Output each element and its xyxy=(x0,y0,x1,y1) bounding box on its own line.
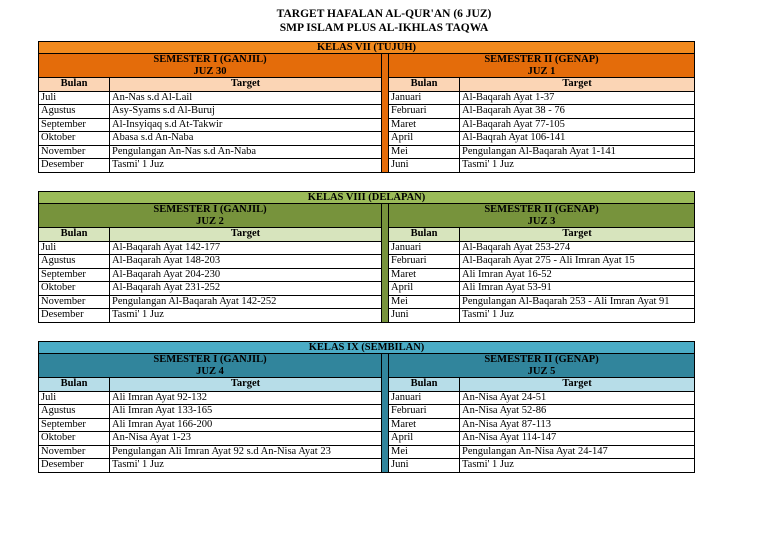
month-cell: Maret xyxy=(389,418,460,432)
target-cell: Ali Imran Ayat 53-91 xyxy=(460,282,695,296)
month-cell: April xyxy=(389,432,460,446)
class-title: KELAS IX (SEMBILAN) xyxy=(39,342,695,354)
month-cell: Oktober xyxy=(39,132,110,146)
month-cell: Desember xyxy=(39,159,110,173)
semester-2-juz: JUZ 3 xyxy=(527,215,556,227)
target-cell: Pengulangan An-Nas s.d An-Naba xyxy=(110,145,382,159)
semester-1-juz: JUZ 2 xyxy=(196,215,224,227)
semester-2-title: SEMESTER II (GENAP) xyxy=(484,204,599,215)
school-name: SMP ISLAM PLUS AL-IKHLAS TAQWA xyxy=(279,22,489,34)
target-cell: Al-Baqarah Ayat 142-177 xyxy=(110,241,382,255)
target-cell: An-Nas s.d Al-Lail xyxy=(110,91,382,105)
semester-2-header xyxy=(389,354,695,378)
table-row xyxy=(39,241,695,255)
table-row xyxy=(39,295,695,309)
semester-1-title: SEMESTER I (GANJIL) xyxy=(153,204,267,215)
month-cell: September xyxy=(39,268,110,282)
month-cell: Januari xyxy=(389,241,460,255)
month-cell: November xyxy=(39,145,110,159)
table-row xyxy=(39,132,695,146)
hafalan-table xyxy=(38,191,695,323)
target-cell: Tasmi' 1 Juz xyxy=(110,309,382,323)
target-cell: Pengulangan Al-Baqarah Ayat 142-252 xyxy=(110,295,382,309)
target-column-header: Target xyxy=(110,228,382,242)
table-row xyxy=(39,309,695,323)
target-cell: Asy-Syams s.d Al-Buruj xyxy=(110,105,382,119)
target-cell: An-Nisa Ayat 114-147 xyxy=(460,432,695,446)
target-cell: Tasmi' 1 Juz xyxy=(460,159,695,173)
target-cell: Al-Baqarah Ayat 231-252 xyxy=(110,282,382,296)
target-cell: Abasa s.d An-Naba xyxy=(110,132,382,146)
semester-2-header xyxy=(389,204,695,228)
month-cell: November xyxy=(39,445,110,459)
target-column-header: Target xyxy=(460,378,695,392)
target-cell: Al-Baqarah Ayat 38 - 76 xyxy=(460,105,695,119)
target-cell: Al-Baqarah Ayat 253-274 xyxy=(460,241,695,255)
target-cell: Al-Baqarah Ayat 1-37 xyxy=(460,91,695,105)
month-column-header: Bulan xyxy=(39,378,110,392)
month-cell: April xyxy=(389,132,460,146)
month-column-header: Bulan xyxy=(39,78,110,92)
target-cell: Tasmi' 1 Juz xyxy=(460,459,695,473)
target-cell: Ali Imran Ayat 166-200 xyxy=(110,418,382,432)
target-cell: Tasmi' 1 Juz xyxy=(110,459,382,473)
target-cell: Tasmi' 1 Juz xyxy=(110,159,382,173)
semester-1-header xyxy=(39,54,382,78)
target-cell: Pengulangan Ali Imran Ayat 92 s.d An-Nisa Ayat 23 xyxy=(110,445,382,459)
month-cell: Juni xyxy=(389,459,460,473)
month-cell: Desember xyxy=(39,459,110,473)
target-cell: Al-Insyiqaq s.d At-Takwir xyxy=(110,118,382,132)
semester-1-juz: JUZ 30 xyxy=(193,65,227,77)
month-cell: Maret xyxy=(389,118,460,132)
target-cell: Pengulangan An-Nisa Ayat 24-147 xyxy=(460,445,695,459)
document-title: TARGET HAFALAN AL-QUR'AN (6 JUZ) xyxy=(276,8,492,20)
class-title: KELAS VII (TUJUH) xyxy=(39,42,695,54)
table-row xyxy=(39,459,695,473)
target-cell: Al-Baqrah Ayat 106-141 xyxy=(460,132,695,146)
month-cell: Juli xyxy=(39,91,110,105)
month-cell: November xyxy=(39,295,110,309)
target-cell: Pengulangan Al-Baqarah Ayat 1-141 xyxy=(460,145,695,159)
month-cell: Januari xyxy=(389,391,460,405)
target-cell: An-Nisa Ayat 52-86 xyxy=(460,405,695,419)
target-column-header: Target xyxy=(460,78,695,92)
semester-2-juz: JUZ 5 xyxy=(527,365,556,377)
month-cell: Agustus xyxy=(39,405,110,419)
table-row xyxy=(39,159,695,173)
target-column-header: Target xyxy=(110,78,382,92)
target-cell: Ali Imran Ayat 133-165 xyxy=(110,405,382,419)
month-cell: Januari xyxy=(389,91,460,105)
semester-1-header xyxy=(39,354,382,378)
table-row xyxy=(39,445,695,459)
month-cell: Mei xyxy=(389,445,460,459)
target-cell: An-Nisa Ayat 24-51 xyxy=(460,391,695,405)
month-cell: Mei xyxy=(389,145,460,159)
table-row xyxy=(39,405,695,419)
month-cell: Juni xyxy=(389,159,460,173)
month-cell: Juni xyxy=(389,309,460,323)
table-row xyxy=(39,145,695,159)
semester-1-header xyxy=(39,204,382,228)
month-cell: Agustus xyxy=(39,255,110,269)
hafalan-table xyxy=(38,41,695,173)
table-row xyxy=(39,118,695,132)
target-column-header: Target xyxy=(460,228,695,242)
hafalan-table xyxy=(38,341,695,473)
table-row xyxy=(39,255,695,269)
month-column-header: Bulan xyxy=(389,78,460,92)
semester-2-juz: JUZ 1 xyxy=(527,65,556,77)
table-row xyxy=(39,268,695,282)
target-cell: An-Nisa Ayat 87-113 xyxy=(460,418,695,432)
table-row xyxy=(39,418,695,432)
target-cell: Al-Baqarah Ayat 204-230 xyxy=(110,268,382,282)
semester-1-title: SEMESTER I (GANJIL) xyxy=(153,54,267,65)
semester-1-title: SEMESTER I (GANJIL) xyxy=(153,354,267,365)
semester-2-header xyxy=(389,54,695,78)
column-divider xyxy=(382,204,389,323)
month-cell: Desember xyxy=(39,309,110,323)
table-row xyxy=(39,391,695,405)
class-section xyxy=(38,41,694,173)
class-title: KELAS VIII (DELAPAN) xyxy=(39,192,695,204)
table-row xyxy=(39,91,695,105)
class-section xyxy=(38,191,694,323)
month-column-header: Bulan xyxy=(389,228,460,242)
target-column-header: Target xyxy=(110,378,382,392)
table-row xyxy=(39,282,695,296)
month-cell: April xyxy=(389,282,460,296)
semester-2-title: SEMESTER II (GENAP) xyxy=(484,54,599,65)
month-cell: September xyxy=(39,418,110,432)
target-cell: Al-Baqarah Ayat 148-203 xyxy=(110,255,382,269)
month-cell: Juli xyxy=(39,391,110,405)
month-cell: Oktober xyxy=(39,282,110,296)
table-row xyxy=(39,105,695,119)
target-cell: Ali Imran Ayat 92-132 xyxy=(110,391,382,405)
month-cell: Maret xyxy=(389,268,460,282)
month-column-header: Bulan xyxy=(39,228,110,242)
month-cell: Februari xyxy=(389,405,460,419)
target-cell: Tasmi' 1 Juz xyxy=(460,309,695,323)
month-cell: Juli xyxy=(39,241,110,255)
table-row xyxy=(39,432,695,446)
column-divider xyxy=(382,354,389,473)
month-cell: Februari xyxy=(389,105,460,119)
month-cell: September xyxy=(39,118,110,132)
month-column-header: Bulan xyxy=(389,378,460,392)
class-section xyxy=(38,341,694,473)
month-cell: Mei xyxy=(389,295,460,309)
month-cell: Agustus xyxy=(39,105,110,119)
semester-2-title: SEMESTER II (GENAP) xyxy=(484,354,599,365)
semester-1-juz: JUZ 4 xyxy=(196,365,224,377)
column-divider xyxy=(382,54,389,173)
target-cell: Al-Baqarah Ayat 275 - Ali Imran Ayat 15 xyxy=(460,255,695,269)
target-cell: An-Nisa Ayat 1-23 xyxy=(110,432,382,446)
month-cell: Februari xyxy=(389,255,460,269)
month-cell: Oktober xyxy=(39,432,110,446)
target-cell: Al-Baqarah Ayat 77-105 xyxy=(460,118,695,132)
target-cell: Pengulangan Al-Baqarah 253 - Ali Imran Ayat 91 xyxy=(460,295,695,309)
target-cell: Ali Imran Ayat 16-52 xyxy=(460,268,695,282)
